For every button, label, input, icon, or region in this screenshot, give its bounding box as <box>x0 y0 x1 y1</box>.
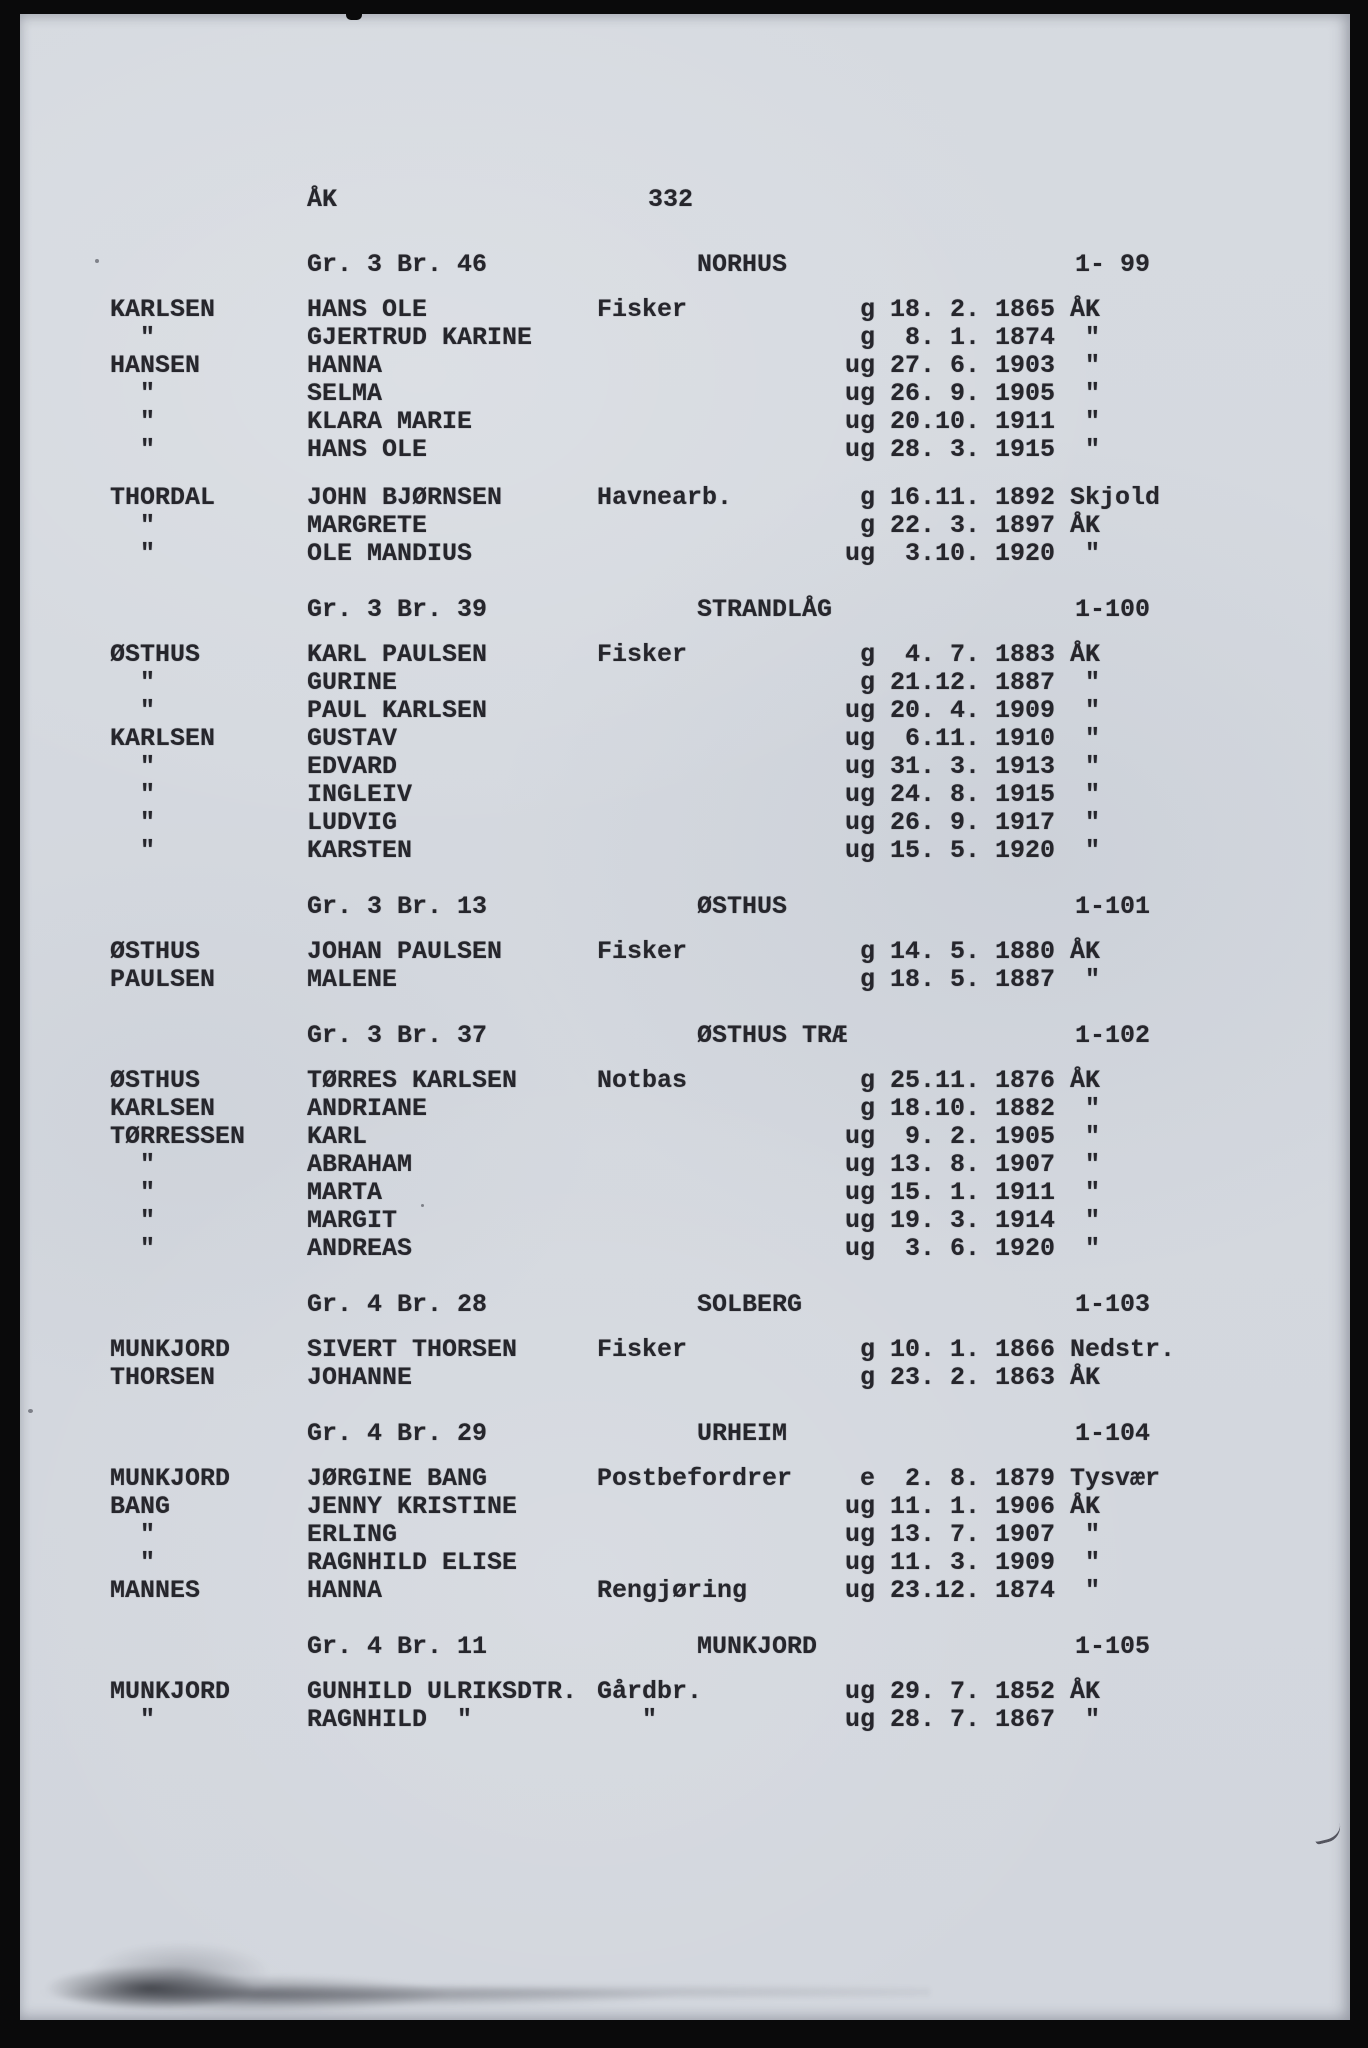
surname: " <box>110 696 156 725</box>
surname: " <box>110 407 156 436</box>
group-bruk-label: Gr. 4 Br. 28 <box>307 1290 488 1319</box>
person-row <box>110 1706 1310 1734</box>
marital-status: ug <box>845 836 876 865</box>
surname: MUNKJORD <box>110 1677 231 1706</box>
household <box>110 938 1310 994</box>
surname: HANSEN <box>110 351 201 380</box>
given-name: KARL <box>307 1122 368 1151</box>
household-range: 1-100 <box>1075 595 1151 624</box>
birth-place: " <box>1070 407 1101 436</box>
given-name: JOHAN PAULSEN <box>307 937 503 966</box>
birth-date: 23.12. 1874 <box>890 1576 1056 1605</box>
person-row <box>110 1336 1310 1364</box>
birth-place: " <box>1070 752 1101 781</box>
farm-name: STRANDLÅG <box>697 595 833 624</box>
marital-status: ug <box>845 435 876 464</box>
marital-status: g <box>859 1094 875 1123</box>
census-section <box>110 596 1310 865</box>
birth-date: 26. 9. 1905 <box>890 379 1056 408</box>
farm-name: NORHUS <box>697 250 788 279</box>
birth-place: Tysvær <box>1070 1464 1161 1493</box>
surname: THORSEN <box>110 1363 216 1392</box>
farm-name: ØSTHUS TRÆ <box>697 1021 848 1050</box>
given-name: KLARA MARIE <box>307 407 473 436</box>
birth-place: ÅK <box>1070 511 1101 540</box>
person-row <box>110 380 1310 408</box>
birth-date: 27. 6. 1903 <box>890 351 1056 380</box>
birth-date: 18. 2. 1865 <box>890 295 1056 324</box>
census-page-content <box>110 186 1310 1734</box>
person-row <box>110 296 1310 324</box>
marital-status: g <box>859 1066 875 1095</box>
person-row <box>110 540 1310 568</box>
person-row <box>110 1067 1310 1095</box>
given-name: HANS OLE <box>307 435 428 464</box>
birth-date: 10. 1. 1866 <box>890 1335 1056 1364</box>
household-range: 1- 99 <box>1075 250 1151 279</box>
surname: " <box>110 1234 156 1263</box>
marital-status: g <box>859 323 875 352</box>
occupation: Notbas <box>597 1066 688 1095</box>
given-name: JENNY KRISTINE <box>307 1492 518 1521</box>
birth-date: 6.11. 1910 <box>890 724 1056 753</box>
birth-date: 22. 3. 1897 <box>890 511 1056 540</box>
household <box>110 1336 1310 1392</box>
given-name: MARGIT <box>307 1206 398 1235</box>
marital-status: ug <box>845 1206 876 1235</box>
person-row <box>110 436 1310 464</box>
birth-place: Skjold <box>1070 483 1161 512</box>
person-row <box>110 809 1310 837</box>
household-range: 1-105 <box>1075 1632 1151 1661</box>
birth-place: " <box>1070 696 1101 725</box>
marital-status: g <box>859 1335 875 1364</box>
surname: " <box>110 1705 156 1734</box>
birth-place: " <box>1070 1094 1101 1123</box>
birth-date: 11. 3. 1909 <box>890 1548 1056 1577</box>
census-section <box>110 251 1310 568</box>
surname: " <box>110 836 156 865</box>
household <box>110 1465 1310 1605</box>
person-row <box>110 512 1310 540</box>
birth-date: 21.12. 1887 <box>890 668 1056 697</box>
farm-name: SOLBERG <box>697 1290 803 1319</box>
person-row <box>110 1364 1310 1392</box>
marital-status: ug <box>845 752 876 781</box>
given-name: RAGNHILD " <box>307 1705 473 1734</box>
surname: " <box>110 808 156 837</box>
marital-status: ug <box>845 1178 876 1207</box>
person-row <box>110 408 1310 436</box>
marital-status: g <box>859 965 875 994</box>
person-row <box>110 669 1310 697</box>
given-name: KARSTEN <box>307 836 413 865</box>
birth-date: 8. 1. 1874 <box>890 323 1056 352</box>
given-name: GJERTRUD KARINE <box>307 323 533 352</box>
household-range: 1-102 <box>1075 1021 1151 1050</box>
marital-status: ug <box>845 1677 876 1706</box>
section-header <box>110 1291 1310 1319</box>
given-name: MALENE <box>307 965 398 994</box>
person-row <box>110 781 1310 809</box>
birth-place: ÅK <box>1070 937 1101 966</box>
birth-place: " <box>1070 1122 1101 1151</box>
surname: MUNKJORD <box>110 1464 231 1493</box>
marital-status: ug <box>845 1705 876 1734</box>
surname: " <box>110 752 156 781</box>
birth-date: 14. 5. 1880 <box>890 937 1056 966</box>
given-name: PAUL KARLSEN <box>307 696 488 725</box>
given-name: JØRGINE BANG <box>307 1464 488 1493</box>
group-bruk-label: Gr. 4 Br. 11 <box>307 1632 488 1661</box>
birth-place: " <box>1070 836 1101 865</box>
birth-place: " <box>1070 780 1101 809</box>
birth-date: 3. 6. 1920 <box>890 1234 1056 1263</box>
birth-date: 31. 3. 1913 <box>890 752 1056 781</box>
section-header <box>110 1022 1310 1050</box>
birth-date: 3.10. 1920 <box>890 539 1056 568</box>
section-header <box>110 1420 1310 1448</box>
birth-place: " <box>1070 539 1101 568</box>
marital-status: ug <box>845 539 876 568</box>
household-range: 1-103 <box>1075 1290 1151 1319</box>
birth-date: 9. 2. 1905 <box>890 1122 1056 1151</box>
farm-name: URHEIM <box>697 1419 788 1448</box>
birth-place: ÅK <box>1070 640 1101 669</box>
birth-place: " <box>1070 1520 1101 1549</box>
marital-status: ug <box>845 780 876 809</box>
marital-status: ug <box>845 1492 876 1521</box>
birth-date: 26. 9. 1917 <box>890 808 1056 837</box>
person-row <box>110 837 1310 865</box>
census-section <box>110 1022 1310 1263</box>
given-name: HANNA <box>307 1576 383 1605</box>
given-name: OLE MANDIUS <box>307 539 473 568</box>
household <box>110 641 1310 865</box>
surname: ØSTHUS <box>110 937 201 966</box>
birth-place: " <box>1070 435 1101 464</box>
birth-date: 15. 1. 1911 <box>890 1178 1056 1207</box>
occupation: Fisker <box>597 295 688 324</box>
census-section <box>110 893 1310 994</box>
birth-date: 13. 7. 1907 <box>890 1520 1056 1549</box>
birth-date: 28. 7. 1867 <box>890 1705 1056 1734</box>
birth-date: 29. 7. 1852 <box>890 1677 1056 1706</box>
birth-date: 18. 5. 1887 <box>890 965 1056 994</box>
birth-place: " <box>1070 1705 1101 1734</box>
birth-place: " <box>1070 1206 1101 1235</box>
surname: ØSTHUS <box>110 1066 201 1095</box>
marital-status: ug <box>845 351 876 380</box>
census-section <box>110 1291 1310 1392</box>
occupation: Postbefordrer <box>597 1464 793 1493</box>
surname: " <box>110 780 156 809</box>
surname: " <box>110 1520 156 1549</box>
surname: " <box>110 1178 156 1207</box>
given-name: ANDRIANE <box>307 1094 428 1123</box>
sections-list <box>110 251 1310 1734</box>
households <box>110 1067 1310 1263</box>
surname: " <box>110 1206 156 1235</box>
marital-status: ug <box>845 1576 876 1605</box>
household <box>110 296 1310 464</box>
surname: KARLSEN <box>110 1094 216 1123</box>
marital-status: ug <box>845 1234 876 1263</box>
marital-status: ug <box>845 724 876 753</box>
birth-date: 2. 8. 1879 <box>890 1464 1056 1493</box>
marital-status: ug <box>845 379 876 408</box>
surname: " <box>110 668 156 697</box>
birth-place: " <box>1070 1548 1101 1577</box>
birth-date: 23. 2. 1863 <box>890 1363 1056 1392</box>
given-name: GURINE <box>307 668 398 697</box>
page-number: 332 <box>648 185 694 214</box>
birth-date: 20. 4. 1909 <box>890 696 1056 725</box>
households <box>110 1678 1310 1734</box>
person-row <box>110 1678 1310 1706</box>
section-header <box>110 596 1310 624</box>
marital-status: ug <box>845 1548 876 1577</box>
marital-status: e <box>859 1464 875 1493</box>
group-bruk-label: Gr. 3 Br. 39 <box>307 595 488 624</box>
surname: BANG <box>110 1492 171 1521</box>
district-label: ÅK <box>307 185 338 214</box>
given-name: ANDREAS <box>307 1234 413 1263</box>
households <box>110 641 1310 865</box>
group-bruk-label: Gr. 3 Br. 46 <box>307 250 488 279</box>
households <box>110 938 1310 994</box>
birth-place: ÅK <box>1070 295 1101 324</box>
given-name: EDVARD <box>307 752 398 781</box>
given-name: HANNA <box>307 351 383 380</box>
person-row <box>110 1549 1310 1577</box>
person-row <box>110 966 1310 994</box>
birth-place: ÅK <box>1070 1492 1101 1521</box>
household <box>110 1067 1310 1263</box>
census-section <box>110 1420 1310 1605</box>
birth-place: " <box>1070 1234 1101 1263</box>
person-row <box>110 1577 1310 1605</box>
group-bruk-label: Gr. 3 Br. 13 <box>307 892 488 921</box>
birth-place: " <box>1070 379 1101 408</box>
birth-date: 16.11. 1892 <box>890 483 1056 512</box>
farm-name: MUNKJORD <box>697 1632 818 1661</box>
birth-place: " <box>1070 1178 1101 1207</box>
marital-status: ug <box>845 1150 876 1179</box>
birth-place: " <box>1070 351 1101 380</box>
person-row <box>110 1095 1310 1123</box>
birth-place: " <box>1070 965 1101 994</box>
given-name: GUNHILD ULRIKSDTR. <box>307 1677 578 1706</box>
marital-status: g <box>859 295 875 324</box>
surname: MANNES <box>110 1576 201 1605</box>
given-name: JOHN BJØRNSEN <box>307 483 503 512</box>
occupation: Fisker <box>597 937 688 966</box>
birth-place: ÅK <box>1070 1066 1101 1095</box>
paper-sheet <box>20 14 1350 2020</box>
surname: " <box>110 323 156 352</box>
birth-place: " <box>1070 724 1101 753</box>
given-name: TØRRES KARLSEN <box>307 1066 518 1095</box>
surname: " <box>110 539 156 568</box>
page-header <box>110 186 1310 214</box>
group-bruk-label: Gr. 3 Br. 37 <box>307 1021 488 1050</box>
birth-date: 25.11. 1876 <box>890 1066 1056 1095</box>
birth-date: 4. 7. 1883 <box>890 640 1056 669</box>
marital-status: ug <box>845 808 876 837</box>
surname: THORDAL <box>110 483 216 512</box>
given-name: SIVERT THORSEN <box>307 1335 518 1364</box>
birth-date: 18.10. 1882 <box>890 1094 1056 1123</box>
surname: KARLSEN <box>110 295 216 324</box>
birth-place: " <box>1070 808 1101 837</box>
household <box>110 484 1310 568</box>
household-range: 1-104 <box>1075 1419 1151 1448</box>
occupation: Fisker <box>597 640 688 669</box>
given-name: SELMA <box>307 379 383 408</box>
surname: " <box>110 1150 156 1179</box>
person-row <box>110 1123 1310 1151</box>
occupation: Fisker <box>597 1335 688 1364</box>
occupation: Rengjøring <box>597 1576 748 1605</box>
households <box>110 1465 1310 1605</box>
given-name: ERLING <box>307 1520 398 1549</box>
person-row <box>110 1207 1310 1235</box>
section-header <box>110 251 1310 279</box>
marital-status: g <box>859 483 875 512</box>
person-row <box>110 1151 1310 1179</box>
person-row <box>110 725 1310 753</box>
given-name: GUSTAV <box>307 724 398 753</box>
households <box>110 296 1310 568</box>
given-name: ABRAHAM <box>307 1150 413 1179</box>
marital-status: g <box>859 668 875 697</box>
birth-date: 19. 3. 1914 <box>890 1206 1056 1235</box>
given-name: KARL PAULSEN <box>307 640 488 669</box>
marital-status: ug <box>845 1122 876 1151</box>
birth-place: " <box>1070 323 1101 352</box>
birth-date: 20.10. 1911 <box>890 407 1056 436</box>
occupation: Havnearb. <box>597 483 733 512</box>
person-row <box>110 1235 1310 1263</box>
farm-name: ØSTHUS <box>697 892 788 921</box>
given-name: MARGRETE <box>307 511 428 540</box>
surname: " <box>110 379 156 408</box>
marital-status: ug <box>845 1520 876 1549</box>
marital-status: g <box>859 937 875 966</box>
given-name: HANS OLE <box>307 295 428 324</box>
person-row <box>110 753 1310 781</box>
occupation: " <box>597 1705 658 1734</box>
surname: PAULSEN <box>110 965 216 994</box>
birth-place: " <box>1070 668 1101 697</box>
marital-status: ug <box>845 696 876 725</box>
occupation: Gårdbr. <box>597 1677 703 1706</box>
birth-place: ÅK <box>1070 1363 1101 1392</box>
person-row <box>110 1521 1310 1549</box>
surname: " <box>110 511 156 540</box>
person-row <box>110 938 1310 966</box>
person-row <box>110 352 1310 380</box>
given-name: LUDVIG <box>307 808 398 837</box>
person-row <box>110 641 1310 669</box>
surname: ØSTHUS <box>110 640 201 669</box>
marital-status: ug <box>845 407 876 436</box>
birth-place: Nedstr. <box>1070 1335 1176 1364</box>
households <box>110 1336 1310 1392</box>
given-name: INGLEIV <box>307 780 413 809</box>
section-header <box>110 1633 1310 1661</box>
household-range: 1-101 <box>1075 892 1151 921</box>
birth-date: 13. 8. 1907 <box>890 1150 1056 1179</box>
birth-place: " <box>1070 1576 1101 1605</box>
birth-date: 11. 1. 1906 <box>890 1492 1056 1521</box>
surname: " <box>110 1548 156 1577</box>
section-header <box>110 893 1310 921</box>
group-bruk-label: Gr. 4 Br. 29 <box>307 1419 488 1448</box>
birth-date: 28. 3. 1915 <box>890 435 1056 464</box>
surname: MUNKJORD <box>110 1335 231 1364</box>
census-section <box>110 1633 1310 1734</box>
marital-status: g <box>859 1363 875 1392</box>
person-row <box>110 1465 1310 1493</box>
marital-status: g <box>859 640 875 669</box>
person-row <box>110 324 1310 352</box>
given-name: MARTA <box>307 1178 383 1207</box>
person-row <box>110 484 1310 512</box>
person-row <box>110 697 1310 725</box>
household <box>110 1678 1310 1734</box>
person-row <box>110 1493 1310 1521</box>
birth-place: ÅK <box>1070 1677 1101 1706</box>
surname: TØRRESSEN <box>110 1122 246 1151</box>
birth-date: 24. 8. 1915 <box>890 780 1056 809</box>
birth-place: " <box>1070 1150 1101 1179</box>
given-name: RAGNHILD ELISE <box>307 1548 518 1577</box>
surname: " <box>110 435 156 464</box>
surname: KARLSEN <box>110 724 216 753</box>
birth-date: 15. 5. 1920 <box>890 836 1056 865</box>
marital-status: g <box>859 511 875 540</box>
person-row <box>110 1179 1310 1207</box>
given-name: JOHANNE <box>307 1363 413 1392</box>
